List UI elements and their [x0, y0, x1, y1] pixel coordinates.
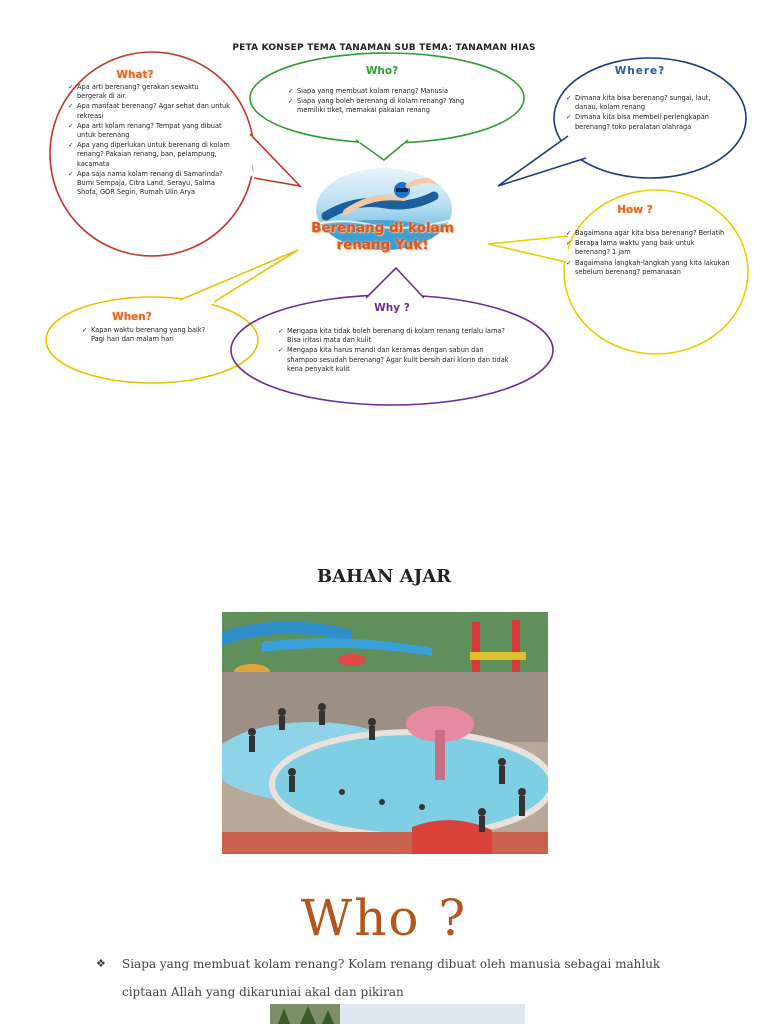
list-item: ✓ Dimana kita bisa berenang? sungai, laut, danau, kolam renang	[566, 94, 722, 112]
who-list	[288, 87, 488, 117]
who-bubble-tail	[356, 140, 408, 160]
who-heading: Who?	[365, 65, 399, 77]
what-list	[68, 83, 230, 198]
list-item: ✓ Apa yang diperlukan untuk berenang di kolam renang? Pakaian renang, ban, pelampung, kacamata	[68, 141, 230, 169]
where-heading: Where?	[614, 65, 666, 77]
how-heading: How ?	[617, 204, 653, 216]
why-heading: Why ?	[374, 302, 410, 314]
page-title: PETA KONSEP TEMA TANAMAN SUB TEMA: TANAMAN HIAS	[232, 43, 536, 53]
when-bubble-tail	[180, 250, 298, 302]
how-list	[566, 229, 730, 278]
list-item: ✓ Apa manfaat berenang? Agar sehat dan untuk rekreasi	[68, 102, 230, 120]
center-topic-line2: renang Yuk!	[336, 237, 429, 253]
list-item: ✓ Siapa yang membuat kolam renang? Manusia	[288, 87, 488, 96]
why-bubble-tail	[366, 268, 424, 298]
list-item: ✓ Mengapa kita harus mandi dan keramas dengan sabun dan shampoo sesudah berenang? Agar kulit bersih dari klorin dan tidak kena penyakit kulit	[278, 346, 510, 374]
list-item: ✓ Bagaimana langkah-langkah yang kita lakukan sebelum berenang? pemanasan	[566, 259, 730, 277]
where-list	[566, 94, 722, 133]
list-item: ✓ Apa arti kolam renang? Tempat yang dibuat untuk berenang	[68, 122, 230, 140]
center-topic-line1: Berenang di kolam	[311, 220, 454, 236]
who-section-heading: Who ?	[300, 889, 468, 947]
diamond-bullet-icon: ❖	[96, 957, 106, 970]
list-item: ✓ Mengapa kita tidak boleh berenang di kolam renang terlalu lama? Bisa iritasi mata dan kulit	[278, 327, 510, 345]
how-bubble-tail	[488, 236, 568, 262]
list-item: ✓ Berapa lama waktu yang baik untuk berenang? 1 jam	[566, 239, 730, 257]
section-heading-bahan-ajar: BAHAN AJAR	[316, 566, 452, 587]
what-bubble-tail	[250, 134, 300, 186]
who-paragraph-text: Siapa yang membuat kolam renang? Kolam renang dibuat oleh manusia sebagai mahluk ciptaan Allah yang dikaruniai akal dan pikiran	[122, 957, 661, 999]
list-item: ✓ Dimana kita bisa membeli perlengkapan berenang? toko peralatan olahraga	[566, 113, 722, 131]
list-item: ✓ Kapan waktu berenang yang baik? Pagi hari dan malam hari	[82, 326, 206, 344]
when-heading: When?	[112, 311, 152, 323]
center-topic	[300, 220, 465, 254]
what-heading: What?	[116, 69, 154, 81]
who-paragraph	[96, 950, 696, 1006]
water-park-photo	[222, 612, 548, 854]
why-list	[278, 327, 510, 375]
when-list	[82, 326, 206, 345]
list-item: ✓ Siapa yang boleh berenang di kolam renang? Yang memiliki tiket, memakai pakaian renang	[288, 97, 488, 115]
list-item: ✓ Apa saja nama kolam renang di Samarinda? Bumi Sempaja, Citra Land, Serayu, Salma Shofa, GOR Segiri, Rumah Ulin Arya	[68, 170, 230, 198]
list-item: ✓ Apa arti berenang? gerakan sewaktu bergerak di air.	[68, 83, 230, 101]
cropped-photo	[270, 1004, 525, 1024]
list-item: ✓ Bagaimana agar kita bisa berenang? Berlatih	[566, 229, 730, 238]
